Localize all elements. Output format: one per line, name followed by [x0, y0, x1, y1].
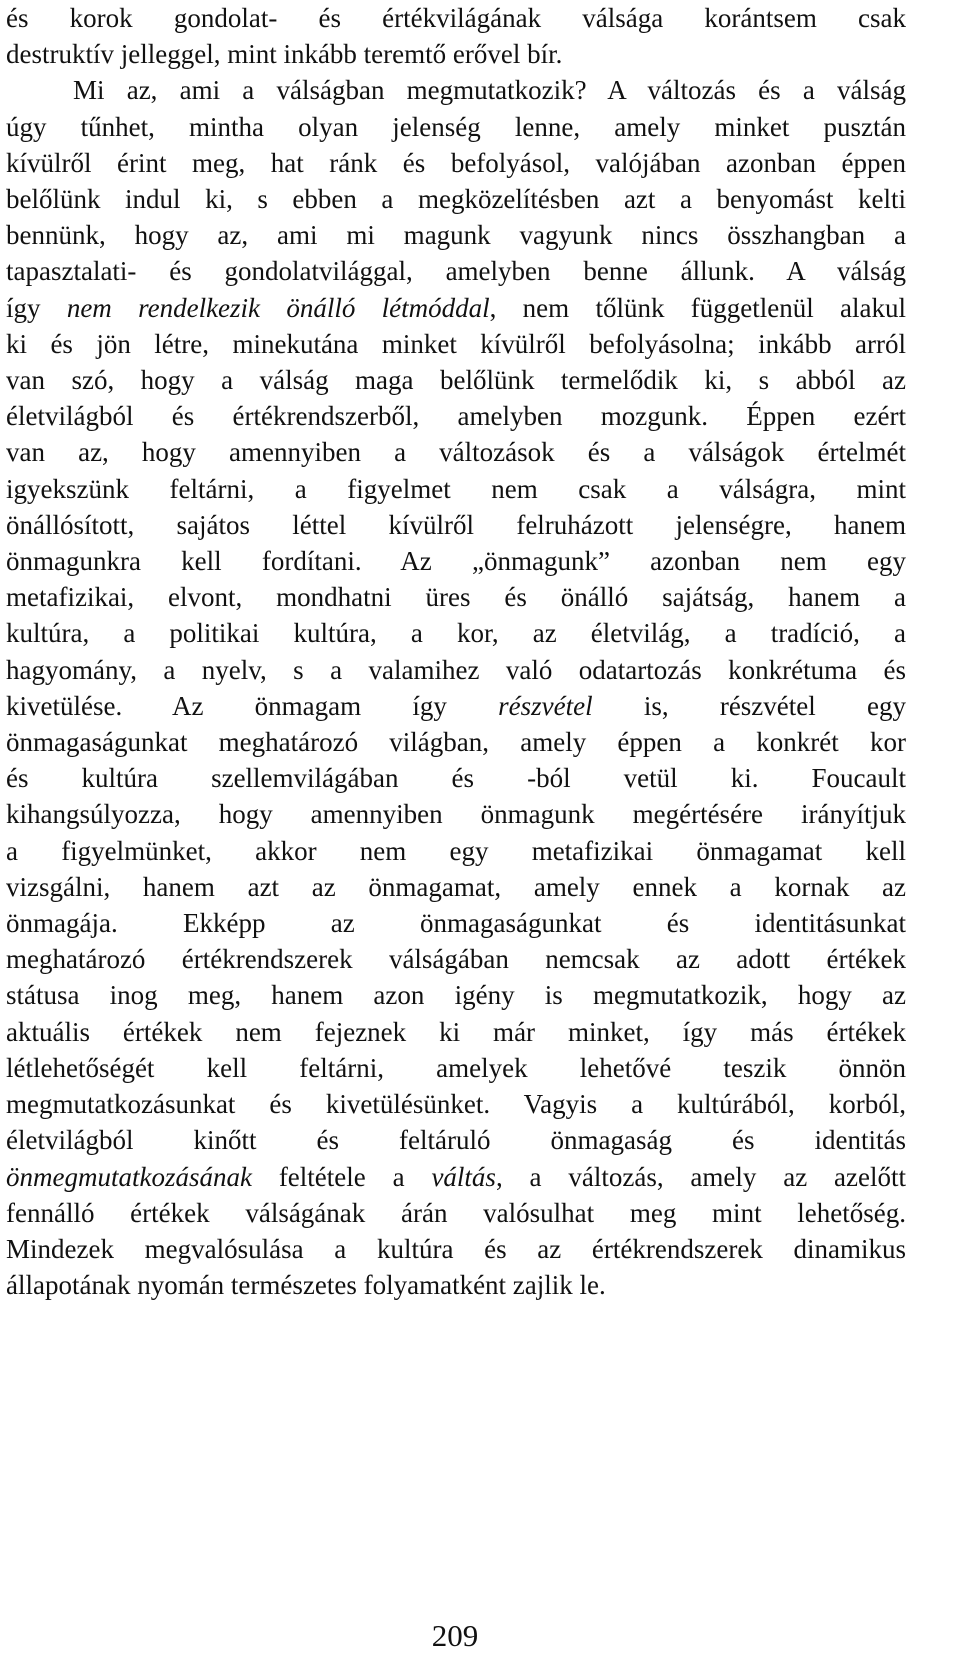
text-line	[6, 290, 906, 326]
text-line: belőlünk indul ki, s ebben a megközelítésben azt a benyomást kelti	[6, 184, 906, 215]
text-line: létlehetőségét kell feltárni, amelyek lehetővé teszik önnön	[6, 1052, 906, 1083]
text-line: Mindezek megvalósulása a kultúra és az értékrendszerek dinamikus	[6, 1233, 906, 1264]
text-line: életvilágból kinőtt és feltáruló önmagaság és identitás	[6, 1125, 906, 1156]
text-line: meghatározó értékrendszerek válságában nemcsak az adott értékek	[6, 944, 906, 975]
text-line: státusa inog meg, hanem azon igény is megmutatkozik, hogy az	[6, 980, 906, 1011]
emphasized-text: váltás	[431, 1161, 496, 1192]
page-number: 209	[431, 1618, 479, 1653]
text-run: , a változás, amely az azelőtt	[495, 1161, 906, 1192]
text-line: önállósított, sajátos léttel kívülről felruházott jelenségre, hanem	[6, 509, 906, 540]
text-line: a figyelmünket, akkor nem egy metafizikai önmagamat kell	[6, 835, 906, 866]
emphasized-text: önmegmutatkozásának	[6, 1161, 252, 1192]
text-line: tapasztalati- és gondolatvilággal, amelyben benne állunk. A válság	[6, 256, 906, 287]
text-line: bennünk, hogy az, ami mi magunk vagyunk nincs összhangban a	[6, 220, 906, 251]
text-line: aktuális értékek nem fejeznek ki már minket, így más értékek	[6, 1016, 906, 1047]
emphasized-text: részvétel	[498, 690, 593, 721]
text-line: és kultúra szellemvilágában és -ból vetül ki. Foucault	[6, 763, 906, 794]
text-run: így	[6, 292, 67, 323]
text-line: kívülről érint meg, hat ránk és befolyásol, valójában azonban éppen	[6, 147, 906, 178]
text-line	[6, 688, 906, 724]
text-line	[6, 1159, 906, 1195]
body-text	[6, 0, 906, 1303]
text-run: feltétele a	[251, 1161, 432, 1192]
text-line: önmagaságunkat meghatározó világban, amely éppen a konkrét kor	[6, 727, 906, 758]
text-line: vizsgálni, hanem azt az önmagamat, amely ennek a kornak az	[6, 871, 906, 902]
text-line: igyekszünk feltárni, a figyelmet nem csak a válságra, mint	[6, 473, 906, 504]
text-line: ki és jön létre, minekutána minket kívülről befolyásolna; inkább arról	[6, 328, 906, 359]
text-line: van szó, hogy a válság maga belőlünk termelődik ki, s abból az	[6, 365, 906, 396]
text-line: hagyomány, a nyelv, s a valamihez való odatartozás konkrétuma és	[6, 654, 906, 685]
text-line: önmagája. Ekképp az önmagaságunkat és identitásunkat	[6, 908, 906, 939]
text-line: úgy tűnhet, mintha olyan jelenség lenne, amely minket pusztán	[6, 111, 906, 142]
text-line: kultúra, a politikai kultúra, a kor, az életvilág, a tradíció, a	[6, 618, 906, 649]
text-line: kihangsúlyozza, hogy amennyiben önmagunk megértésére irányítjuk	[6, 799, 906, 830]
emphasized-text: nem rendelkezik önálló létmóddal	[66, 292, 490, 323]
text-line: és korok gondolat- és értékvilágának válsága korántsem csak	[6, 3, 906, 33]
text-line: életvilágból és értékrendszerből, amelyben mozgunk. Éppen ezért	[6, 401, 906, 432]
text-line: fennálló értékek válságának árán valósulhat meg mint lehetőség.	[6, 1197, 906, 1228]
text-line: megmutatkozásunkat és kivetülésünket. Vagyis a kultúrából, korból,	[6, 1089, 906, 1120]
text-run: kivetülése. Az önmagam így	[6, 690, 499, 721]
text-line: metafizikai, elvont, mondhatni üres és önálló sajátság, hanem a	[6, 582, 906, 613]
text-line: destruktív jelleggel, mint inkább teremtő erővel bír.	[6, 39, 563, 70]
text-line: állapotának nyomán természetes folyamatként zajlik le.	[6, 1270, 606, 1301]
text-run: , nem tőlünk függetlenül alakul	[489, 292, 906, 323]
text-line: van az, hogy amennyiben a változások és a válságok értelmét	[6, 437, 906, 468]
text-line: Mi az, ami a válságban megmutatkozik? A változás és a válság	[73, 75, 906, 106]
text-run: is, részvétel egy	[592, 690, 906, 721]
text-line: önmagunkra kell fordítani. Az „önmagunk” azonban nem egy	[6, 546, 906, 577]
